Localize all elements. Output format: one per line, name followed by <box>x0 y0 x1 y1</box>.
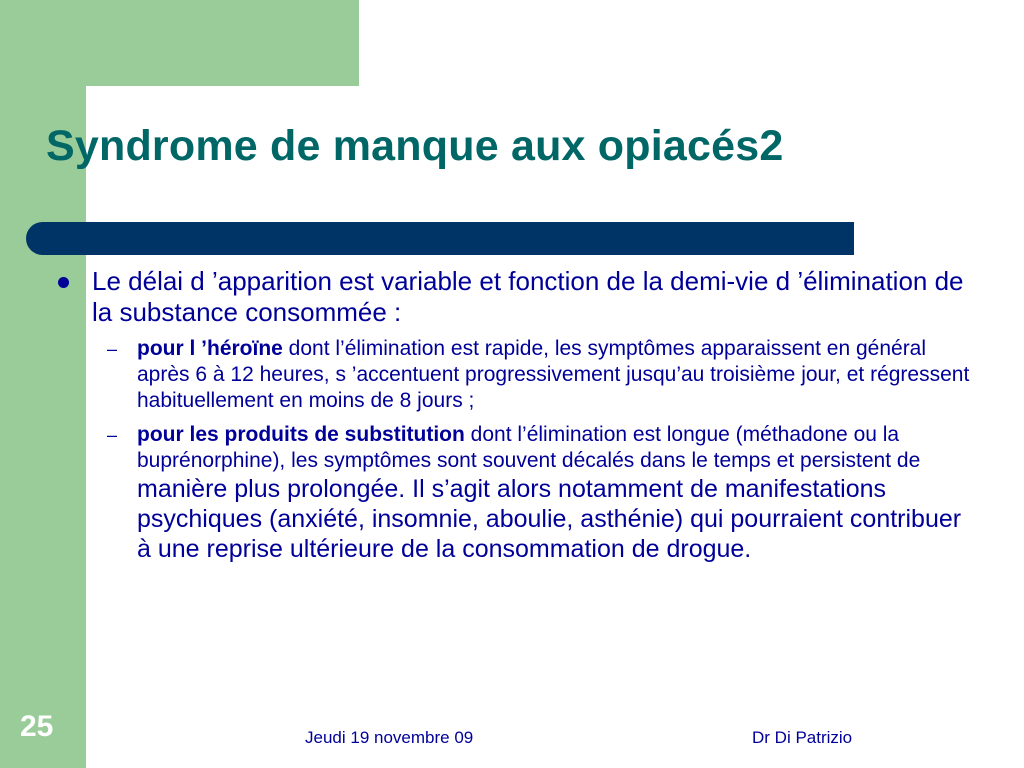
sub-item-bold-label: pour l ’héroïne <box>137 337 283 360</box>
footer-date: Jeudi 19 novembre 09 <box>305 728 474 747</box>
title-underline-bar <box>26 222 854 255</box>
dash-icon: – <box>107 339 118 359</box>
bullet-dot-icon <box>58 277 69 288</box>
sub-item-bold-label: pour les produits de substitution <box>137 423 465 446</box>
sub-item-text: dont l’élimination est longue (méthadone ou la buprénorphine), les symptômes sont souvent décalés dans le temps et persistent de <box>137 423 921 472</box>
sub-item-text: dont l’élimination est rapide, les symptômes apparaissent en général après 6 à 12 heures, s ’accentuent progressivement jusqu’au troisième jour, et régressent habituellement en moins de 8 jours ; <box>137 337 970 412</box>
slide-body <box>52 266 972 564</box>
dash-icon: – <box>107 425 118 445</box>
slide-number: 25 <box>20 710 54 743</box>
bullet-item-delay <box>52 266 972 328</box>
sub-item-text-large: manière plus prolongée. Il s’agit alors notamment de manifestations psychiques (anxiété, insomnie, aboulie, asthénie) qui pourraient contribuer à une reprise ultérieure de la consommation de drogue. <box>137 475 962 563</box>
sub-item-substitution <box>52 422 972 564</box>
footer-author: Dr Di Patrizio <box>752 728 853 747</box>
bullet-text: Le délai d ’apparition est variable et fonction de la demi-vie d ’élimination de la substance consommée : <box>92 266 964 327</box>
green-top-band <box>0 0 359 86</box>
slide-title: Syndrome de manque aux opiacés2 <box>46 122 784 170</box>
sub-item-heroin <box>52 336 972 414</box>
